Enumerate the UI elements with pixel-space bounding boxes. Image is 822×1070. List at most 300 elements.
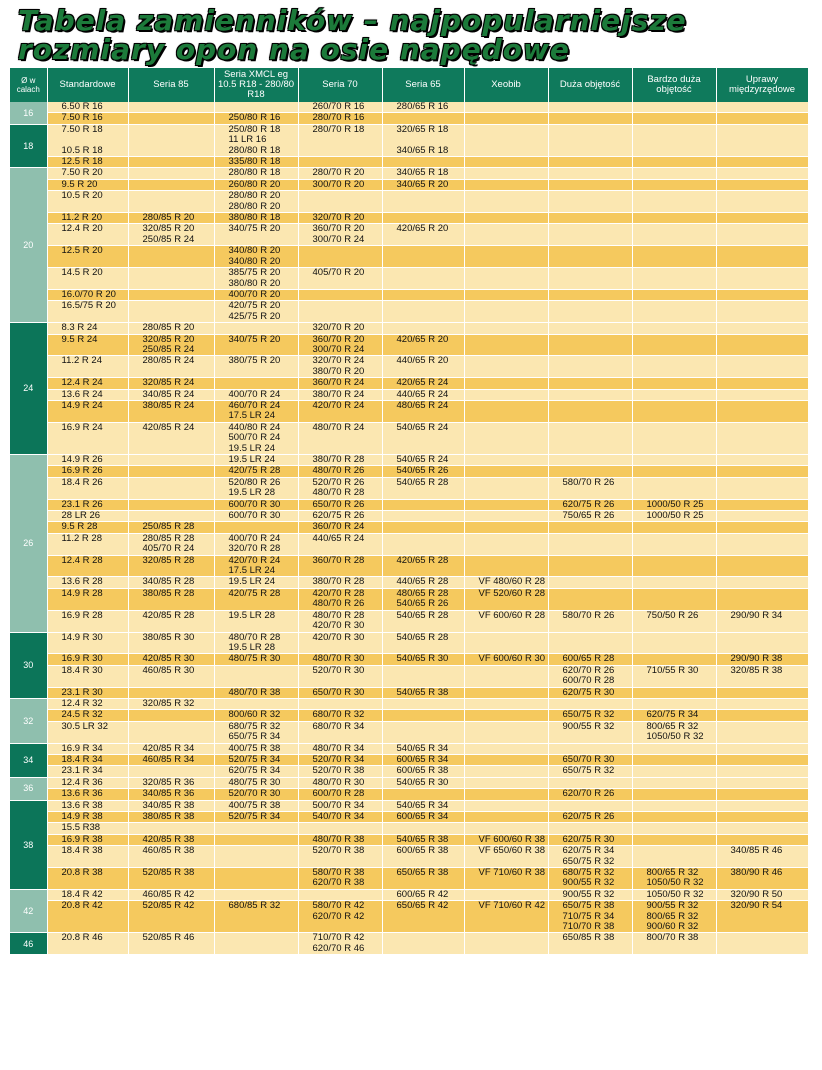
table-cell: 8.3 R 24 bbox=[47, 323, 128, 334]
table-cell bbox=[382, 710, 464, 721]
table-cell: 280/85 R 24 bbox=[128, 356, 214, 378]
table-cell bbox=[128, 102, 214, 113]
table-row bbox=[10, 654, 808, 665]
table-cell bbox=[548, 533, 632, 555]
table-cell: 280/70 R 16 bbox=[298, 113, 382, 124]
table-cell bbox=[382, 823, 464, 834]
rim-group-34 bbox=[10, 743, 808, 777]
table-cell: 23.1 R 26 bbox=[47, 499, 128, 510]
table-row bbox=[10, 422, 808, 454]
table-cell bbox=[214, 665, 298, 687]
table-cell bbox=[464, 168, 548, 179]
table-cell: 620/75 R 26 bbox=[548, 812, 632, 823]
table-cell: 16.9 R 38 bbox=[47, 834, 128, 845]
table-cell: 540/65 R 28 bbox=[382, 632, 464, 654]
header-series-xmcl: Seria XMCL eg 10.5 R18 - 280/80 R18 bbox=[214, 68, 298, 102]
table-cell bbox=[716, 721, 808, 743]
table-row bbox=[10, 191, 808, 213]
table-cell: VF 600/60 R 28 bbox=[464, 610, 548, 632]
table-cell: 19.5 LR 24 bbox=[214, 455, 298, 466]
table-cell: 260/70 R 16 bbox=[298, 102, 382, 113]
table-cell bbox=[464, 389, 548, 400]
table-cell bbox=[214, 834, 298, 845]
table-cell: 250/85 R 28 bbox=[128, 522, 214, 533]
table-cell bbox=[632, 378, 716, 389]
table-cell: 14.5 R 20 bbox=[47, 268, 128, 290]
table-cell bbox=[382, 698, 464, 709]
table-row bbox=[10, 400, 808, 422]
table-cell: 14.9 R 26 bbox=[47, 455, 128, 466]
table-cell bbox=[128, 710, 214, 721]
table-cell bbox=[632, 422, 716, 454]
table-cell: 12.5 R 20 bbox=[47, 246, 128, 268]
table-cell bbox=[298, 289, 382, 300]
rim-size-cell: 20 bbox=[10, 168, 47, 323]
table-row bbox=[10, 124, 808, 156]
table-row bbox=[10, 499, 808, 510]
rim-size-cell: 16 bbox=[10, 102, 47, 124]
table-cell bbox=[298, 698, 382, 709]
table-cell: 23.1 R 30 bbox=[47, 687, 128, 698]
table-cell bbox=[464, 555, 548, 577]
rim-size-cell: 30 bbox=[10, 632, 47, 698]
table-cell bbox=[632, 334, 716, 356]
table-cell: 380/70 R 28 bbox=[298, 577, 382, 588]
table-cell bbox=[632, 466, 716, 477]
table-cell: 480/70 R 30 bbox=[298, 654, 382, 665]
table-cell bbox=[382, 246, 464, 268]
table-cell: 600/65 R 38 bbox=[382, 766, 464, 777]
table-cell: 320/85 R 20 250/85 R 24 bbox=[128, 224, 214, 246]
table-cell: 520/75 R 34 bbox=[214, 812, 298, 823]
table-row bbox=[10, 356, 808, 378]
table-cell: 12.4 R 24 bbox=[47, 378, 128, 389]
table-cell: 540/65 R 30 bbox=[382, 777, 464, 788]
rim-group-16 bbox=[10, 102, 808, 124]
table-cell bbox=[632, 213, 716, 224]
table-cell bbox=[128, 157, 214, 168]
table-cell: 18.4 R 30 bbox=[47, 665, 128, 687]
table-cell bbox=[632, 654, 716, 665]
table-cell: 300/70 R 20 bbox=[298, 179, 382, 190]
table-cell bbox=[382, 157, 464, 168]
table-cell bbox=[214, 846, 298, 868]
table-cell: 750/50 R 26 bbox=[632, 610, 716, 632]
table-cell bbox=[632, 687, 716, 698]
table-cell: 18.4 R 26 bbox=[47, 477, 128, 499]
table-cell bbox=[548, 213, 632, 224]
table-cell: 520/75 R 34 bbox=[214, 754, 298, 765]
table-cell: 13.6 R 24 bbox=[47, 389, 128, 400]
table-cell: 360/70 R 24 bbox=[298, 378, 382, 389]
table-cell bbox=[632, 323, 716, 334]
table-cell: 420/75 R 28 bbox=[214, 588, 298, 610]
table-cell bbox=[382, 789, 464, 800]
rim-size-cell: 18 bbox=[10, 124, 47, 168]
table-cell bbox=[716, 179, 808, 190]
table-cell bbox=[128, 766, 214, 777]
table-cell: 520/70 R 30 bbox=[214, 789, 298, 800]
table-cell bbox=[548, 823, 632, 834]
table-cell: 500/70 R 34 bbox=[298, 800, 382, 811]
table-cell bbox=[382, 533, 464, 555]
table-cell bbox=[128, 721, 214, 743]
table-cell: 460/70 R 24 17.5 LR 24 bbox=[214, 400, 298, 422]
table-cell: 28 LR 26 bbox=[47, 511, 128, 522]
table-cell: 420/75 R 28 bbox=[214, 466, 298, 477]
table-cell bbox=[464, 113, 548, 124]
table-cell: 360/70 R 20 300/70 R 24 bbox=[298, 334, 382, 356]
table-cell: VF 710/60 R 38 bbox=[464, 868, 548, 890]
table-cell bbox=[214, 889, 298, 900]
table-cell bbox=[382, 933, 464, 955]
table-cell bbox=[464, 522, 548, 533]
table-cell bbox=[716, 632, 808, 654]
table-cell bbox=[632, 157, 716, 168]
table-cell: 650/65 R 42 bbox=[382, 901, 464, 933]
table-cell: 460/85 R 38 bbox=[128, 846, 214, 868]
table-cell: 600/65 R 42 bbox=[382, 889, 464, 900]
table-cell: 680/75 R 32 900/55 R 32 bbox=[548, 868, 632, 890]
table-cell: 30.5 LR 32 bbox=[47, 721, 128, 743]
table-cell bbox=[548, 466, 632, 477]
table-cell bbox=[632, 113, 716, 124]
table-cell: 440/65 R 28 bbox=[382, 577, 464, 588]
table-cell bbox=[716, 477, 808, 499]
table-cell bbox=[128, 268, 214, 290]
table-cell bbox=[632, 846, 716, 868]
table-cell bbox=[464, 511, 548, 522]
table-cell: 12.4 R 32 bbox=[47, 698, 128, 709]
table-cell: 480/75 R 30 bbox=[214, 777, 298, 788]
table-cell bbox=[716, 224, 808, 246]
table-row bbox=[10, 246, 808, 268]
table-cell: 290/90 R 38 bbox=[716, 654, 808, 665]
table-cell bbox=[464, 422, 548, 454]
table-cell: 340/75 R 20 bbox=[214, 334, 298, 356]
table-row bbox=[10, 665, 808, 687]
table-cell bbox=[548, 157, 632, 168]
table-cell bbox=[382, 301, 464, 323]
table-cell bbox=[548, 555, 632, 577]
table-cell bbox=[716, 588, 808, 610]
table-cell: 20.8 R 46 bbox=[47, 933, 128, 955]
table-cell: 650/75 R 32 bbox=[548, 766, 632, 777]
table-cell: 13.6 R 38 bbox=[47, 800, 128, 811]
table-cell: 620/75 R 26 bbox=[548, 499, 632, 510]
table-cell bbox=[716, 511, 808, 522]
table-cell: 420/70 R 24 17.5 LR 24 bbox=[214, 555, 298, 577]
table-cell bbox=[464, 334, 548, 356]
table-cell: 14.9 R 24 bbox=[47, 400, 128, 422]
table-cell: 11.2 R 24 bbox=[47, 356, 128, 378]
table-row bbox=[10, 334, 808, 356]
table-cell: 19.5 LR 28 bbox=[214, 610, 298, 632]
table-cell: 580/70 R 26 bbox=[548, 477, 632, 499]
table-cell bbox=[548, 389, 632, 400]
table-cell: 20.8 R 38 bbox=[47, 868, 128, 890]
table-cell: 710/70 R 42 620/70 R 46 bbox=[298, 933, 382, 955]
table-cell: 650/70 R 30 bbox=[548, 754, 632, 765]
table-cell bbox=[464, 179, 548, 190]
table-cell: 340/65 R 20 bbox=[382, 179, 464, 190]
table-row bbox=[10, 157, 808, 168]
table-cell: 16.9 R 34 bbox=[47, 743, 128, 754]
table-cell bbox=[464, 687, 548, 698]
table-cell: 20.8 R 42 bbox=[47, 901, 128, 933]
table-cell: 380/85 R 38 bbox=[128, 812, 214, 823]
table-cell bbox=[548, 301, 632, 323]
table-cell bbox=[464, 268, 548, 290]
table-cell bbox=[632, 455, 716, 466]
table-cell bbox=[382, 268, 464, 290]
table-cell: 14.9 R 38 bbox=[47, 812, 128, 823]
table-cell bbox=[464, 289, 548, 300]
rim-group-18 bbox=[10, 124, 808, 168]
table-cell: 18.4 R 34 bbox=[47, 754, 128, 765]
table-cell: 12.4 R 20 bbox=[47, 224, 128, 246]
table-cell bbox=[548, 698, 632, 709]
table-cell bbox=[382, 113, 464, 124]
table-cell: VF 520/60 R 28 bbox=[464, 588, 548, 610]
table-cell bbox=[548, 632, 632, 654]
table-cell bbox=[128, 477, 214, 499]
rim-group-36 bbox=[10, 777, 808, 800]
table-cell: 15.5 R38 bbox=[47, 823, 128, 834]
table-cell bbox=[716, 754, 808, 765]
table-cell: 420/85 R 38 bbox=[128, 834, 214, 845]
table-cell: 520/85 R 46 bbox=[128, 933, 214, 955]
table-cell bbox=[464, 124, 548, 156]
header-standard: Standardowe bbox=[47, 68, 128, 102]
table-cell: 320/90 R 50 bbox=[716, 889, 808, 900]
table-cell: 385/75 R 20 380/80 R 20 bbox=[214, 268, 298, 290]
table-cell: 580/70 R 42 620/70 R 42 bbox=[298, 901, 382, 933]
table-cell: 900/55 R 32 bbox=[548, 889, 632, 900]
table-cell bbox=[548, 168, 632, 179]
table-cell: 460/85 R 34 bbox=[128, 754, 214, 765]
table-cell: 12.5 R 18 bbox=[47, 157, 128, 168]
table-cell: VF 600/60 R 38 bbox=[464, 834, 548, 845]
table-cell: 420/70 R 24 bbox=[298, 400, 382, 422]
table-cell: 380/85 R 28 bbox=[128, 588, 214, 610]
table-cell: 540/65 R 30 bbox=[382, 654, 464, 665]
table-cell bbox=[716, 213, 808, 224]
table-cell bbox=[128, 246, 214, 268]
table-cell: 9.5 R 28 bbox=[47, 522, 128, 533]
table-cell: 520/70 R 38 bbox=[298, 766, 382, 777]
table-cell bbox=[382, 191, 464, 213]
table-cell: 335/80 R 18 bbox=[214, 157, 298, 168]
table-cell bbox=[716, 933, 808, 955]
table-row bbox=[10, 789, 808, 800]
table-cell bbox=[632, 754, 716, 765]
table-cell bbox=[632, 400, 716, 422]
rim-group-30 bbox=[10, 632, 808, 698]
table-cell: 16.9 R 28 bbox=[47, 610, 128, 632]
table-cell bbox=[464, 665, 548, 687]
rim-group-20 bbox=[10, 168, 808, 323]
table-cell bbox=[632, 389, 716, 400]
table-cell: 250/80 R 18 11 LR 16 280/80 R 18 bbox=[214, 124, 298, 156]
rim-size-cell: 34 bbox=[10, 743, 47, 777]
table-cell bbox=[632, 168, 716, 179]
table-cell bbox=[548, 113, 632, 124]
page-title bbox=[18, 6, 818, 66]
table-cell bbox=[214, 868, 298, 890]
table-cell: 360/70 R 28 bbox=[298, 555, 382, 577]
table-cell: 6.50 R 16 bbox=[47, 102, 128, 113]
rim-size-cell: 38 bbox=[10, 800, 47, 889]
table-cell bbox=[632, 191, 716, 213]
table-cell: 420/85 R 30 bbox=[128, 654, 214, 665]
table-cell bbox=[464, 889, 548, 900]
table-cell: 900/55 R 32 bbox=[548, 721, 632, 743]
rim-group-24 bbox=[10, 323, 808, 455]
table-row bbox=[10, 698, 808, 709]
table-cell bbox=[716, 800, 808, 811]
table-cell bbox=[128, 168, 214, 179]
table-cell bbox=[716, 555, 808, 577]
table-cell: 405/70 R 20 bbox=[298, 268, 382, 290]
table-cell bbox=[128, 455, 214, 466]
table-cell bbox=[716, 334, 808, 356]
table-cell: 620/75 R 34 650/75 R 32 bbox=[548, 846, 632, 868]
table-cell: 380/90 R 46 bbox=[716, 868, 808, 890]
table-cell bbox=[128, 124, 214, 156]
table-cell: 800/65 R 32 1050/50 R 32 bbox=[632, 868, 716, 890]
table-cell: 440/65 R 24 bbox=[382, 389, 464, 400]
table-cell: 710/55 R 30 bbox=[632, 665, 716, 687]
table-cell bbox=[548, 224, 632, 246]
table-cell: 480/75 R 30 bbox=[214, 654, 298, 665]
table-cell bbox=[548, 179, 632, 190]
table-cell: 16.9 R 30 bbox=[47, 654, 128, 665]
table-cell bbox=[716, 812, 808, 823]
table-cell bbox=[716, 834, 808, 845]
table-row bbox=[10, 511, 808, 522]
table-cell: 540/65 R 26 bbox=[382, 466, 464, 477]
header-high-volume: Duża objętość bbox=[548, 68, 632, 102]
table-cell bbox=[128, 191, 214, 213]
table-cell bbox=[716, 102, 808, 113]
table-cell bbox=[464, 400, 548, 422]
table-cell bbox=[716, 687, 808, 698]
table-cell: 620/75 R 34 bbox=[214, 766, 298, 777]
table-cell: 620/75 R 26 bbox=[298, 511, 382, 522]
table-cell bbox=[548, 268, 632, 290]
table-cell bbox=[128, 823, 214, 834]
table-cell: 280/85 R 28 405/70 R 24 bbox=[128, 533, 214, 555]
table-cell bbox=[632, 743, 716, 754]
table-cell bbox=[464, 743, 548, 754]
table-row bbox=[10, 477, 808, 499]
table-cell: 7.50 R 20 bbox=[47, 168, 128, 179]
table-cell: 480/70 R 26 bbox=[298, 466, 382, 477]
table-cell bbox=[632, 102, 716, 113]
table-cell: 16.9 R 24 bbox=[47, 422, 128, 454]
table-cell bbox=[548, 743, 632, 754]
table-cell bbox=[716, 246, 808, 268]
table-row bbox=[10, 323, 808, 334]
header-series-85: Seria 85 bbox=[128, 68, 214, 102]
table-cell bbox=[716, 823, 808, 834]
table-row bbox=[10, 577, 808, 588]
table-cell: 16.0/70 R 20 bbox=[47, 289, 128, 300]
table-cell: 320/85 R 38 bbox=[716, 665, 808, 687]
table-cell: 340/75 R 20 bbox=[214, 224, 298, 246]
table-cell: 320/85 R 28 bbox=[128, 555, 214, 577]
table-cell bbox=[716, 389, 808, 400]
table-cell: 12.4 R 36 bbox=[47, 777, 128, 788]
table-cell bbox=[464, 789, 548, 800]
table-cell bbox=[382, 522, 464, 533]
table-row bbox=[10, 268, 808, 290]
table-cell: 800/70 R 38 bbox=[632, 933, 716, 955]
table-cell: 650/85 R 38 bbox=[548, 933, 632, 955]
table-cell bbox=[464, 933, 548, 955]
table-cell: 320/90 R 54 bbox=[716, 901, 808, 933]
table-cell bbox=[464, 301, 548, 323]
table-cell: 440/65 R 20 bbox=[382, 356, 464, 378]
table-cell: VF 480/60 R 28 bbox=[464, 577, 548, 588]
table-cell: 520/70 R 30 bbox=[298, 665, 382, 687]
table-cell bbox=[548, 577, 632, 588]
table-cell: 440/80 R 24 500/70 R 24 19.5 LR 24 bbox=[214, 422, 298, 454]
table-cell bbox=[632, 124, 716, 156]
table-cell: 520/80 R 26 19.5 LR 28 bbox=[214, 477, 298, 499]
table-row bbox=[10, 687, 808, 698]
table-cell: 9.5 R 20 bbox=[47, 179, 128, 190]
table-cell: 380/80 R 18 bbox=[214, 213, 298, 224]
table-cell bbox=[716, 533, 808, 555]
table-cell bbox=[716, 113, 808, 124]
table-cell bbox=[464, 356, 548, 378]
table-cell bbox=[464, 246, 548, 268]
table-cell bbox=[548, 400, 632, 422]
table-cell: 320/85 R 36 bbox=[128, 777, 214, 788]
table-cell: 800/60 R 32 bbox=[214, 710, 298, 721]
table-cell bbox=[298, 301, 382, 323]
table-cell: 540/65 R 28 bbox=[382, 477, 464, 499]
table-cell bbox=[632, 356, 716, 378]
table-cell: 650/70 R 30 bbox=[298, 687, 382, 698]
table-cell: 320/65 R 18 340/65 R 18 bbox=[382, 124, 464, 156]
table-cell: 480/70 R 24 bbox=[298, 422, 382, 454]
table-cell: 540/65 R 24 bbox=[382, 422, 464, 454]
table-cell: 620/70 R 26 600/70 R 28 bbox=[548, 665, 632, 687]
table-cell: 600/70 R 30 bbox=[214, 499, 298, 510]
table-cell bbox=[716, 378, 808, 389]
table-cell bbox=[128, 687, 214, 698]
table-cell bbox=[382, 289, 464, 300]
table-cell bbox=[464, 499, 548, 510]
table-cell: 680/75 R 32 650/75 R 34 bbox=[214, 721, 298, 743]
table-cell: 480/70 R 38 bbox=[298, 834, 382, 845]
table-cell: 460/85 R 42 bbox=[128, 889, 214, 900]
table-cell bbox=[632, 823, 716, 834]
table-cell bbox=[632, 477, 716, 499]
table-cell bbox=[548, 455, 632, 466]
rim-size-cell: 26 bbox=[10, 455, 47, 633]
table-row bbox=[10, 588, 808, 610]
table-cell: 480/70 R 34 bbox=[298, 743, 382, 754]
table-cell bbox=[464, 191, 548, 213]
table-cell: 9.5 R 24 bbox=[47, 334, 128, 356]
table-cell: 380/70 R 28 bbox=[298, 455, 382, 466]
table-cell bbox=[464, 632, 548, 654]
table-cell: 440/65 R 24 bbox=[298, 533, 382, 555]
